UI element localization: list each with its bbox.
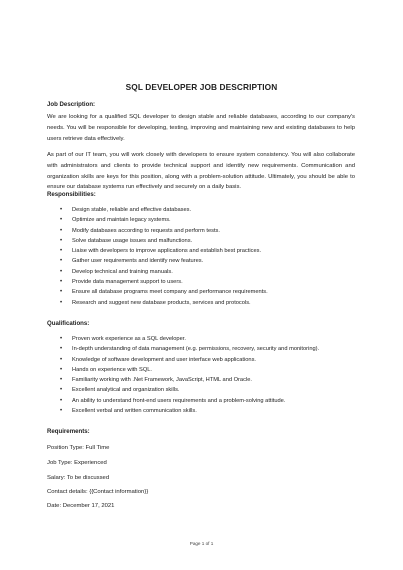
list-item: • Optimize and maintain legacy systems. <box>56 215 355 225</box>
page-number: Page 1 of 1 <box>189 541 214 546</box>
qualifications-heading: Qualifications: <box>47 320 90 327</box>
date-line: Date: December 17, 2021 <box>47 503 115 509</box>
document-title: SQL DEVELOPER JOB DESCRIPTION <box>125 82 278 92</box>
list-item: • Ensure all database programs meet company and performance requirements. <box>56 287 355 297</box>
list-item: • Proven work experience as a SQL developer. <box>56 334 355 344</box>
job-type-line: Job Type: Experienced <box>47 460 107 466</box>
list-item: • Solve database usage issues and malfunctions. <box>56 236 355 246</box>
responsibilities-heading: Responsibilities: <box>47 191 96 198</box>
job-description-heading: Job Description: <box>47 101 96 108</box>
list-item: • Hands on experience with SQL. <box>56 365 355 375</box>
list-item: • Knowledge of software development and user interface web applications. <box>56 355 355 365</box>
salary-line: Salary: To be discussed <box>47 475 110 481</box>
list-item: • An ability to understand front-end users requirements and a problem-solving attitude. <box>56 396 355 406</box>
list-item: • In-depth understanding of data management (e.g. permissions, recovery, security and monitoring). <box>56 344 355 354</box>
job-description-paragraph-2: As part of our IT team, you will work closely with developers to ensure system consistency. You will also collaborate with administrators and clients to provide technical support and identify new requirements. Communication and organization skills are keys for this position, along with a problem-solution attitude. Ultimately, you should be able to ensure our database systems run effectively and securely on a daily basis. <box>47 152 355 191</box>
list-item: • Familiarity working with .Net Framework, JavaScript, HTML and Oracle. <box>56 375 355 385</box>
list-item: • Excellent verbal and written communication skills. <box>56 406 355 416</box>
contact-details-line: Contact details: {{Contact information}} <box>47 489 149 495</box>
list-item: • Develop technical and training manuals. <box>56 267 355 277</box>
job-description-paragraph-1: We are looking for a qualified SQL developer to design stable and reliable databases, according to our company's needs. You will be responsible for developing, testing, improving and maintaining new and existing databases to help users retrieve data effectively. <box>47 114 355 142</box>
qualifications-list <box>56 334 355 416</box>
requirements-heading: Requirements: <box>47 428 90 435</box>
list-item: • Gather user requirements and identify new features. <box>56 256 355 266</box>
list-item: • Liaise with developers to improve applications and establish best practices. <box>56 246 355 256</box>
list-item: • Research and suggest new database products, services and protocols. <box>56 298 355 308</box>
list-item: • Modify databases according to requests and perform tests. <box>56 226 355 236</box>
list-item: • Excellent analytical and organization skills. <box>56 385 355 395</box>
list-item: • Design stable, reliable and effective databases. <box>56 205 355 215</box>
responsibilities-list <box>56 205 355 308</box>
position-type-line: Position Type: Full Time <box>47 445 110 451</box>
list-item: • Provide data management support to users. <box>56 277 355 287</box>
